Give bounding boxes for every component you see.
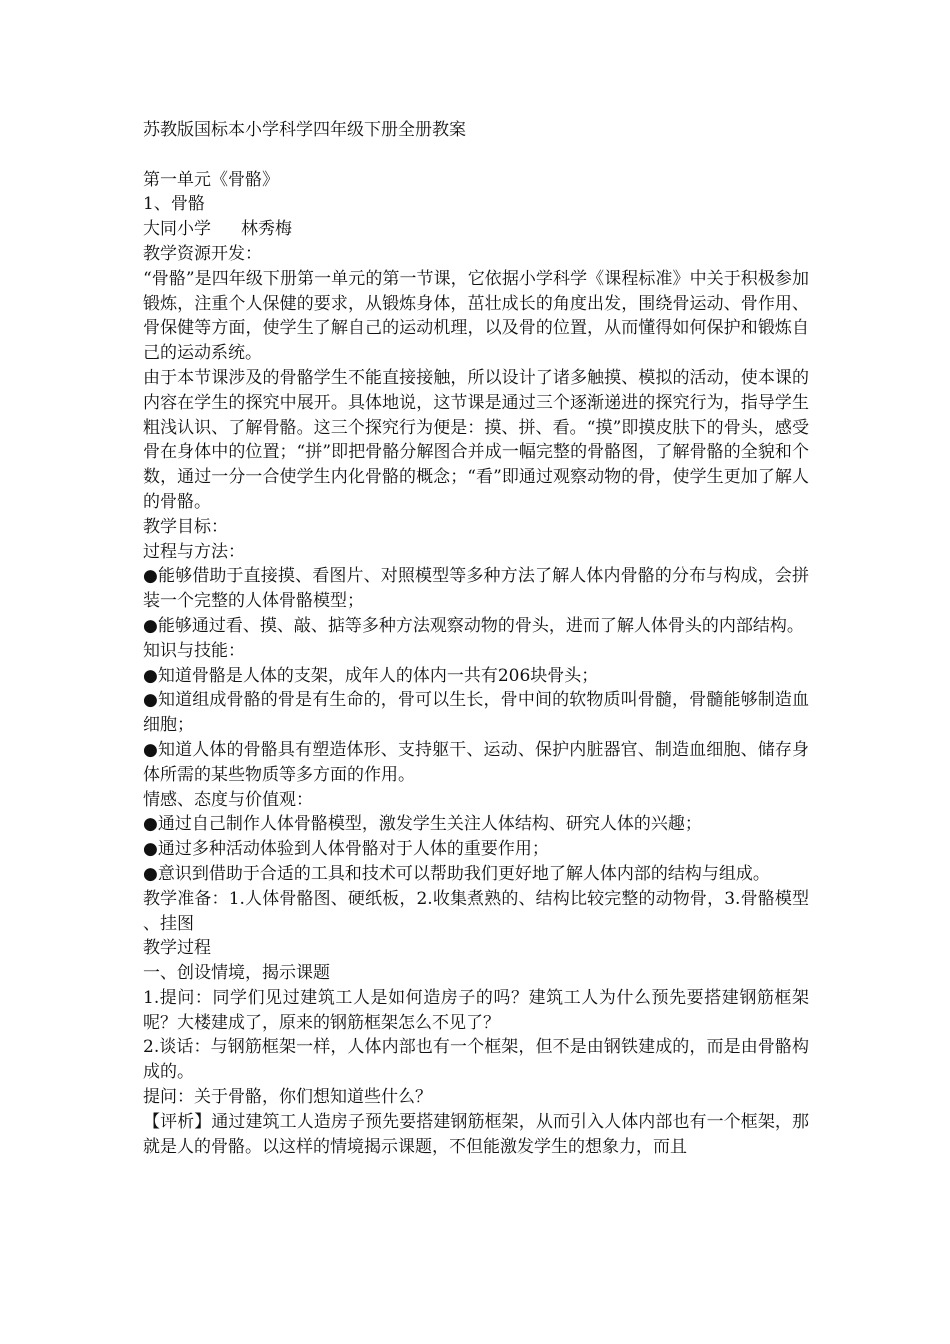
school-name: 大同小学 [143,219,211,240]
step-heading: 一、创设情境，揭示课题 [143,963,330,984]
unit-heading: 第一单元《骨骼》 [143,169,279,190]
bullet-item: ●知道骨骼是人体的支架，成年人的体内一共有206块骨头； [143,665,599,686]
bullet-item: ●通过自己制作人体骨骼模型，激发学生关注人体结构、研究人体的兴趣； [143,814,702,835]
body-paragraph: 2.谈话：与钢筋框架一样，人体内部也有一个框架，但不是由钢铁建成的，而是由骨骼构成的。 [143,1037,809,1083]
commentary-paragraph: 【评析】通过建筑工人造房子预先要搭建钢筋框架，从而引入人体内部也有一个框架，那就是人的骨骼。以这样的情境揭示课题，不但能激发学生的想象力，而且 [143,1111,809,1157]
bullet-item: ●意识到借助于合适的工具和技术可以帮助我们更好地了解人体内部的结构与组成。 [143,863,770,884]
document-title: 苏教版国标本小学科学四年级下册全册教案 [143,120,466,140]
subsection-heading: 知识与技能： [143,640,245,661]
bullet-item: ●能够通过看、摸、敲、掂等多种方法观察动物的骨头，进而了解人体骨头的内部结构。 [143,615,804,636]
teacher-name: 林秀梅 [241,219,292,240]
author-line [143,217,809,242]
section-heading: 教学资源开发： [143,243,262,264]
body-paragraph: 由于本节课涉及的骨骼学生不能直接接触，所以设计了诸多触摸、模拟的活动，使本课的内容在学生的探究中展开。具体地说，这节课是通过三个逐渐递进的探究行为，指导学生粗浅认识、了解骨骼。这三个探究行为便是：摸、拼、看。“摸”即摸皮肤下的骨头，感受骨在身体中的位置；“拼”即把骨骼分解图合并成一幅完整的骨骼图，了解骨骼的全貌和个数，通过一分一合使学生内化骨骼的概念；“看”即通过观察动物的骨，使学生更加了解人的骨骼。 [143,367,809,512]
bullet-item: ●能够借助于直接摸、看图片、对照模型等多种方法了解人体内骨骼的分布与构成，会拼装一个完整的人体骨骼模型； [143,566,809,612]
section-heading: 教学过程 [143,938,211,959]
section-heading: 教学目标： [143,516,228,537]
document-page [143,118,809,1159]
body-paragraph: “骨骼”是四年级下册第一单元的第一节课，它依据小学科学《课程标准》中关于积极参加锻炼，注重个人保健的要求，从锻炼身体，茁壮成长的角度出发，围绕骨运动、骨作用、骨保健等方面，使学生了解自己的运动机理，以及骨的位置，从而懂得如何保护和锻炼自己的运动系统。 [143,268,809,364]
bullet-item: ●通过多种活动体验到人体骨骼对于人体的重要作用； [143,839,549,860]
body-paragraph: 提问：关于骨骼，你们想知道些什么？ [143,1087,432,1108]
bullet-item: ●知道组成骨骼的骨是有生命的，骨可以生长，骨中间的软物质叫骨髓，骨髓能够制造血细胞； [143,690,809,736]
subsection-heading: 情感、态度与价值观： [143,789,313,810]
lesson-heading: 1、骨骼 [143,194,205,215]
bullet-item: ●知道人体的骨骼具有塑造体形、支持躯干、运动、保护内脏器官、制造血细胞、储存身体所需的某些物质等多方面的作用。 [143,739,809,785]
body-paragraph: 1.提问：同学们见过建筑工人是如何造房子的吗？建筑工人为什么预先要搭建钢筋框架呢？大楼建成了，原来的钢筋框架怎么不见了？ [143,987,809,1033]
subsection-heading: 过程与方法： [143,541,245,562]
blank-line [143,143,809,168]
preparation-paragraph: 教学准备：1.人体骨骼图、硬纸板，2.收集煮熟的、结构比较完整的动物骨，3.骨骼模型 、挂图 [143,888,809,934]
